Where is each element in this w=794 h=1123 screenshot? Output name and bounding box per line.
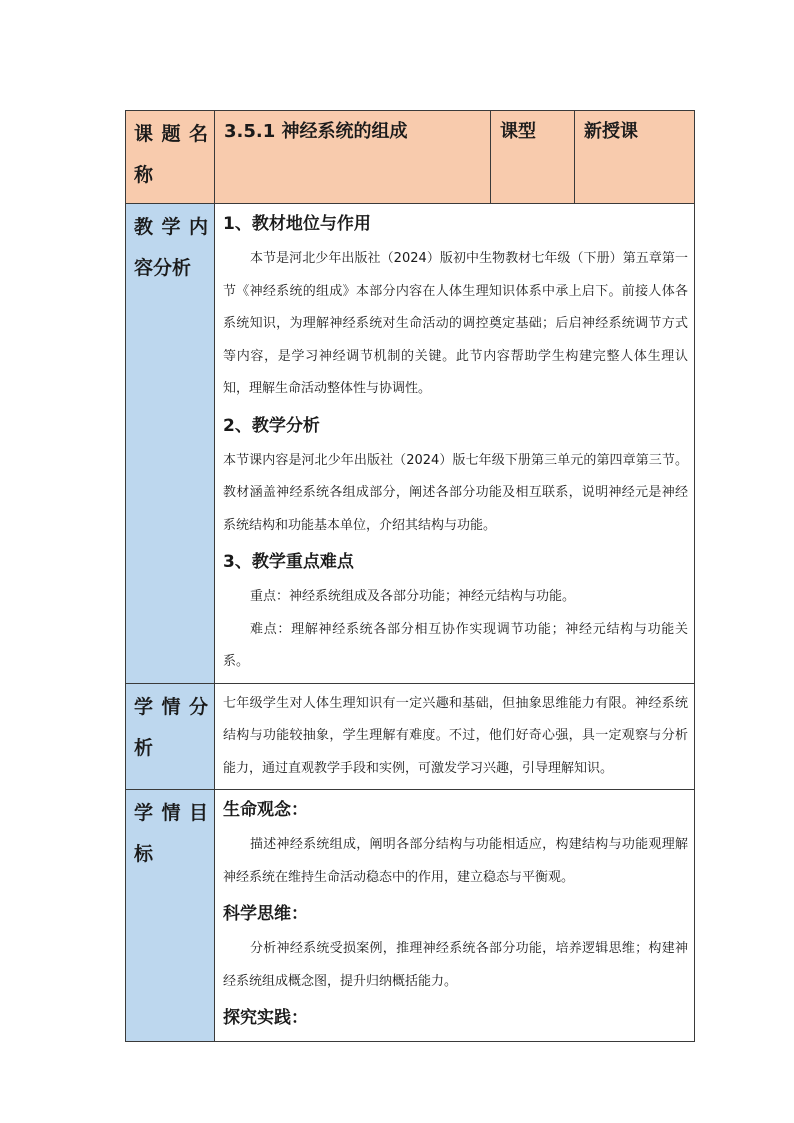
goal-heading-inquiry-practice: 探究实践： bbox=[223, 1008, 308, 1028]
student-analysis-cell bbox=[215, 683, 695, 790]
content-analysis-row bbox=[126, 204, 695, 684]
title-label-line1: 课 题 名 bbox=[134, 123, 208, 145]
key-points-paragraph: 重点：神经系统组成及各部分功能；神经元结构与功能。 bbox=[250, 589, 576, 604]
goal-text-scientific-thinking: 分析神经系统受损案例，推理神经系统各部分功能，培养逻辑思维；构建神经系统组成概念图，提升归纳概括能力。 bbox=[223, 941, 688, 989]
goals-row bbox=[126, 790, 695, 1042]
student-analysis-label-line2: 析 bbox=[134, 736, 154, 759]
lesson-type-label: 课型 bbox=[491, 111, 575, 204]
content-analysis-cell bbox=[215, 204, 695, 684]
content-analysis-label-line2: 容分析 bbox=[134, 257, 192, 279]
student-analysis-label-cell bbox=[126, 683, 215, 790]
lesson-type-value: 新授课 bbox=[575, 111, 695, 204]
textbook-role-paragraph: 本节是河北少年出版社（2024）版初中生物教材七年级（下册）第五章第一节《神经系统的组成》本部分内容在人体生理知识体系中承上启下。前接人体各系统知识，为理解神经系统对生命活动的调控奠定基础；后启神经系统调节方式等内容，是学习神经调节机制的关键。此节内容帮助学生构建完整人体生理认知，理解生命活动整体性与协调性。 bbox=[223, 251, 688, 396]
difficulties-paragraph: 难点：理解神经系统各部分相互协作实现调节功能；神经元结构与功能关系。 bbox=[223, 621, 688, 669]
student-analysis-label-line1: 学 情 分 bbox=[134, 695, 208, 718]
content-analysis-label-cell bbox=[126, 204, 215, 684]
section-heading-textbook-role: 1、教材地位与作用 bbox=[223, 214, 371, 234]
title-label-cell bbox=[126, 111, 215, 204]
goals-label-line1: 学 情 目 bbox=[134, 802, 208, 824]
goals-cell bbox=[215, 790, 695, 1042]
section-heading-key-points: 3、教学重点难点 bbox=[223, 552, 354, 572]
lesson-title: 3.5.1 神经系统的组成 bbox=[215, 111, 491, 204]
goal-text-life-concept: 描述神经系统组成，阐明各部分结构与功能相适应，构建结构与功能观理解神经系统在维持生命活动稳态中的作用，建立稳态与平衡观。 bbox=[223, 837, 688, 885]
content-analysis-label-line1: 教 学 内 bbox=[134, 216, 208, 238]
lesson-plan-table bbox=[125, 110, 695, 1042]
goals-label-cell bbox=[126, 790, 215, 1042]
goals-label-line2: 标 bbox=[134, 843, 154, 865]
student-analysis-row bbox=[126, 683, 695, 790]
student-analysis-paragraph: 七年级学生对人体生理知识有一定兴趣和基础，但抽象思维能力有限。神经系统结构与功能较抽象，学生理解有难度。不过，他们好奇心强，具一定观察与分析能力，通过直观教学手段和实例，可激发学习兴趣，引导理解知识。 bbox=[223, 695, 688, 776]
goal-heading-scientific-thinking: 科学思维： bbox=[223, 904, 308, 924]
teaching-analysis-paragraph: 本节课内容是河北少年出版社（2024）版七年级下册第三单元的第四章第三节。教材涵盖神经系统各组成部分，阐述各部分功能及相互联系，说明神经元是神经系统结构和功能基本单位，介绍其结构与功能。 bbox=[223, 452, 688, 533]
goal-heading-life-concept: 生命观念： bbox=[223, 800, 308, 820]
header-row bbox=[126, 111, 695, 204]
section-heading-teaching-analysis: 2、教学分析 bbox=[223, 415, 320, 436]
title-label-line2: 称 bbox=[134, 164, 154, 186]
